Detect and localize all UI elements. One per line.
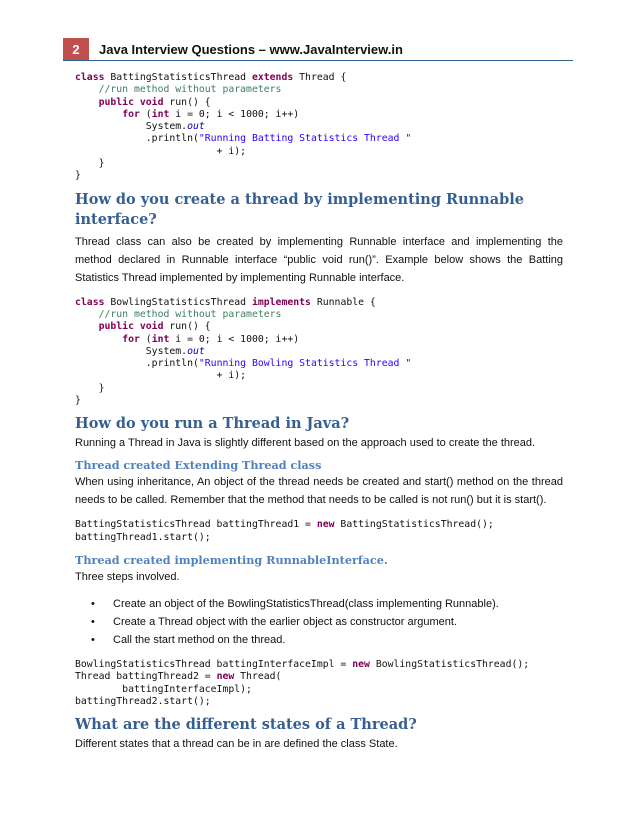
code-string: "Running Bowling Statistics Thread " <box>198 358 412 370</box>
paragraph-extending-thread: When using inheritance, An object of the thread needs be created and start() method on the thread needs to be called. Remember that the method that needs to be called is not run() but it is start(). <box>75 476 563 507</box>
code-text: Runnable { <box>310 296 376 308</box>
list-item: • Call the start method on the thread. <box>75 631 563 649</box>
code-text: } <box>75 395 81 407</box>
code-block-start-batting <box>75 519 563 544</box>
code-keyword: public <box>98 96 134 108</box>
list-item: • Create a Thread object with the earlier object as constructor argument. <box>75 613 563 631</box>
list-item: • Create an object of the BowlingStatisticsThread(class implementing Runnable). <box>75 595 563 613</box>
code-text: System. <box>75 121 188 133</box>
code-text: run() { <box>163 96 211 108</box>
code-text: BattingStatisticsThread(); <box>334 519 494 531</box>
code-text: + i); <box>75 145 247 157</box>
paragraph-runnable: Thread class can also be created by implementing Runnable interface and implementing the method declared in Runnable interface “public void run()”. Example below shows the Batting Statistics Thread implemented by implementing Runnable interface. <box>75 235 563 284</box>
code-text: ( <box>139 108 152 120</box>
paragraph-steps-intro: Three steps involved. <box>75 570 180 583</box>
code-keyword: implements <box>251 296 311 308</box>
code-text: ( <box>139 333 152 345</box>
code-text: BowlingStatisticsThread <box>104 296 252 308</box>
header-title: Java Interview Questions – www.JavaInterview.in <box>99 41 403 57</box>
code-keyword: void <box>139 321 164 333</box>
steps-list <box>75 595 563 649</box>
code-text: Thread( <box>234 671 282 683</box>
code-keyword: new <box>316 519 335 531</box>
code-text: System. <box>75 345 188 357</box>
code-keyword: for <box>122 108 140 120</box>
code-text: battingThread1.start(); <box>75 531 211 543</box>
heading-run-thread: How do you run a Thread in Java? <box>75 415 350 433</box>
heading-implementing-runnable: Thread created implementing RunnableInterface. <box>75 552 388 567</box>
code-text: Thread { <box>293 72 347 83</box>
code-field: out <box>187 121 205 133</box>
code-text: BowlingStatisticsThread(); <box>369 658 530 670</box>
page-number: 2 <box>63 38 89 60</box>
code-block-batting-thread <box>75 72 563 183</box>
heading-runnable: How do you create a thread by implementing Runnable interface? <box>75 190 524 228</box>
code-keyword: public <box>98 321 134 333</box>
code-indent <box>75 321 99 332</box>
code-text: } <box>75 382 105 394</box>
heading-extending-thread: Thread created Extending Thread class <box>75 458 322 473</box>
code-keyword: void <box>139 96 164 108</box>
code-text: Thread battingThread2 = <box>75 671 217 683</box>
code-text: BowlingStatisticsThread battingInterfaceImpl = <box>75 658 353 670</box>
code-text: BattingStatisticsThread battingThread1 = <box>75 519 317 531</box>
paragraph-run-thread: Running a Thread in Java is slightly different based on the approach used to create the thread. <box>75 437 536 450</box>
code-text: } <box>75 170 81 182</box>
code-keyword: for <box>122 333 140 345</box>
code-keyword: int <box>151 333 170 345</box>
code-block-start-bowling <box>75 659 563 708</box>
code-indent <box>75 109 122 120</box>
code-block-bowling-thread <box>75 297 563 408</box>
code-keyword: extends <box>251 72 294 83</box>
code-keyword: new <box>216 671 235 683</box>
page-content <box>75 72 563 753</box>
code-text: battingInterfaceImpl); <box>75 683 252 695</box>
code-text: .println( <box>75 358 199 370</box>
code-text: } <box>75 158 105 170</box>
code-text: BattingStatisticsThread <box>104 72 252 83</box>
code-text: i = 0; i < 1000; i++) <box>169 333 300 345</box>
code-comment: //run method without parameters <box>75 84 282 96</box>
heading-thread-states: What are the different states of a Thread? <box>75 716 417 734</box>
code-text: run() { <box>163 321 211 333</box>
code-text: + i); <box>75 370 247 382</box>
code-keyword: class <box>75 296 105 308</box>
code-text: i = 0; i < 1000; i++) <box>169 108 300 120</box>
code-string: "Running Batting Statistics Thread " <box>198 133 412 145</box>
code-field: out <box>187 345 205 357</box>
code-keyword: class <box>75 72 105 83</box>
page-header <box>63 38 573 61</box>
code-keyword: new <box>352 658 370 670</box>
code-comment: //run method without parameters <box>75 308 282 320</box>
code-text: battingThread2.start(); <box>75 695 211 707</box>
paragraph-thread-states: Different states that a thread can be in are defined the class State. <box>75 738 398 751</box>
code-indent <box>75 334 122 345</box>
code-indent <box>75 97 99 108</box>
code-text: .println( <box>75 133 199 145</box>
code-keyword: int <box>151 108 170 120</box>
